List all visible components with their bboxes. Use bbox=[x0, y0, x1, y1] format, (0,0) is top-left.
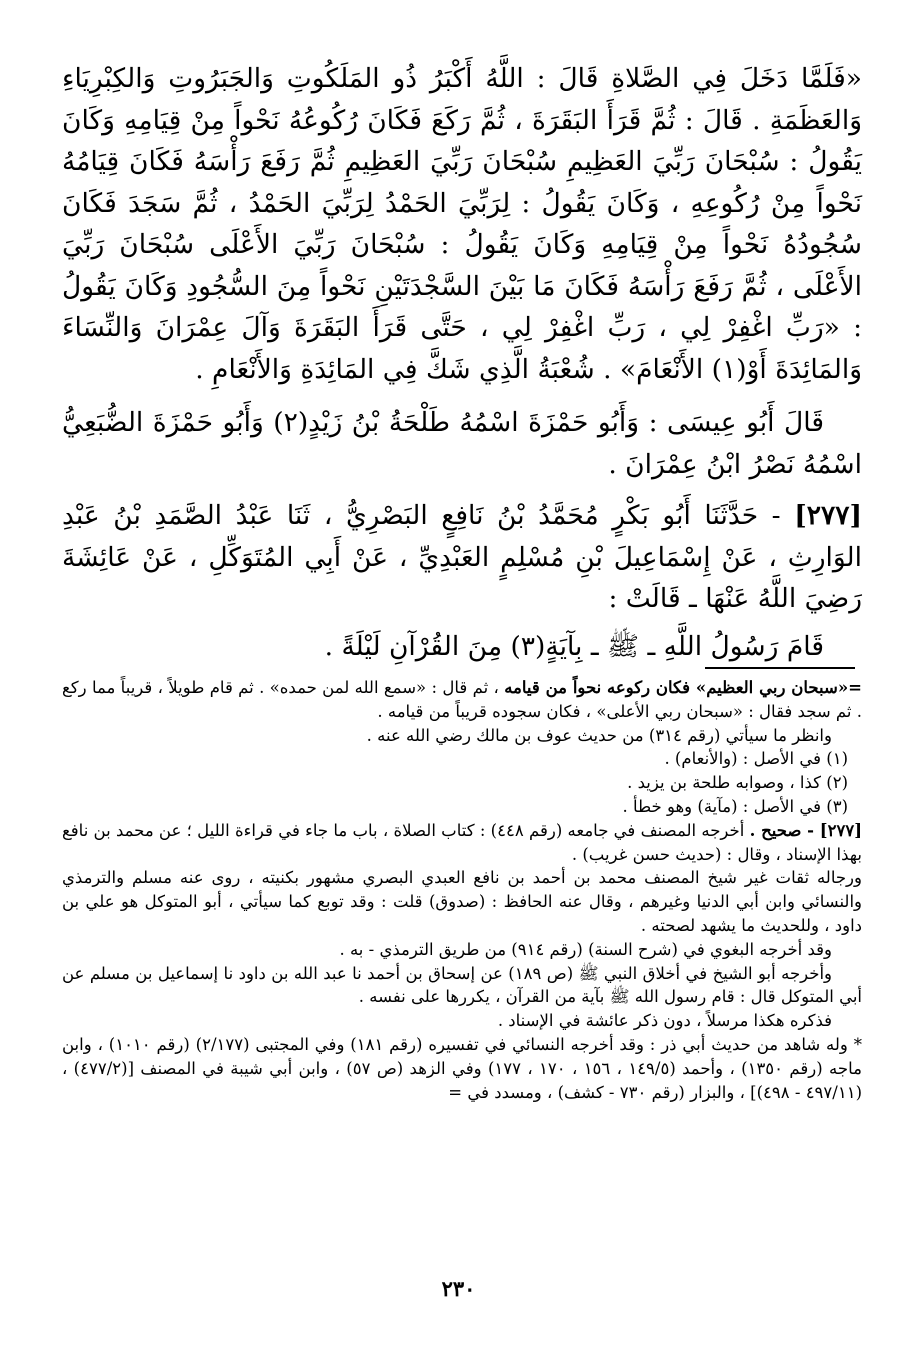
hadith-continuation-paragraph: «فَلَمَّا دَخَلَ فِي الصَّلاةِ قَالَ : اللَّهُ أَكْبَرُ ذُو المَلَكُوتِ وَالجَبَرُوتِ وَالكِبْرِيَاءِ وَالعَظَمَةِ . قَالَ : ثُمَّ قَرَأَ البَقَرَةَ ، ثُمَّ رَكَعَ فَكَانَ رُكُوعُهُ نَحْواً مِنْ قِيَامِهِ وَكَانَ يَقُولُ : سُبْحَانَ رَبِّيَ العَظِيمِ سُبْحَانَ رَبِّيَ العَظِيمِ ثُمَّ رَفَعَ رَأْسَهُ فَكَانَ قِيَامُهُ نَحْواً مِنْ رُكُوعِهِ ، وَكَانَ يَقُولُ : لِرَبِّيَ الحَمْدُ لِرَبِّيَ الحَمْدُ ، ثُمَّ سَجَدَ فَكَانَ سُجُودُهُ نَحْواً مِنْ قِيَامِهِ وَكَانَ يَقُولُ : سُبْحَانَ رَبِّيَ الأَعْلَى سُبْحَانَ رَبِّيَ الأَعْلَى ، ثُمَّ رَفَعَ رَأْسَهُ فَكَانَ مَا بَيْنَ السَّجْدَتَيْنِ نَحْواً مِنَ السُّجُودِ وَكَانَ يَقُولُ : «رَبِّ اغْفِرْ لِي ، رَبِّ اغْفِرْ لِي ، حَتَّى قَرَأَ البَقَرَةَ وَآلَ عِمْرَانَ وَالنِّسَاءَ وَالمَائِدَةَ أَوْ(١) الأَنْعَامَ» . شُعْبَةُ الَّذِي شَكَّ فِي المَائِدَةِ وَالأَنْعَامِ . bbox=[62, 63, 862, 385]
note-continuation-text: ، ثم قال : «سمع الله لمن حمده» . ثم قام طويلاً ، قريباً مما ركع . ثم سجد فقال : «سبحان ربي الأعلى» ، فكان سجوده قريباً من قيامه . bbox=[62, 678, 862, 721]
footnote-1: (١) في الأصل : (والأنعام) . bbox=[664, 749, 848, 769]
baghawi-paragraph: وقد أخرجه البغوي في (شرح السنة) (رقم ٩١٤) من طريق الترمذي - به . bbox=[339, 939, 832, 959]
shahid-paragraph: * وله شاهد من حديث أبي ذر : وقد أخرجه النسائي في تفسيره (رقم ١٨١) وفي المجتبى (٢/١٧٧) (رقم ١٠١٠) ، وابن ماجه (رقم ١٣٥٠) ، وأحمد (١٤٩/٥ ، ١٥٦ ، ١٧٠ ، ١٧٧) وفي الزهد (ص ٥٧) ، وابن أبي شيبة في المصنف [(٤٧٧/٢) ، (٤٩٧/١١ - ٤٩٨)] ، والبزار (رقم ٧٣٠ - كشف) ، ومسدد في = bbox=[62, 1034, 863, 1102]
hadith-isnad-text: - حَدَّثَنَا أَبُو بَكْرٍ مُحَمَّدُ بْنُ نَافِعٍ البَصْرِيُّ ، ثَنَا عَبْدُ الصَّمَدِ بْنُ عَبْدِ الوَارِثِ ، عَنْ إِسْمَاعِيلَ بْنِ مُسْلِمٍ العَبْدِيِّ ، عَنْ أَبِي المُتَوَكِّلِ ، عَنْ عَائِشَةَ رَضِيَ اللَّهُ عَنْهَا ـ قَالَتْ : bbox=[62, 500, 862, 614]
takhrij-label: [٢٧٧] - صحيح . bbox=[749, 820, 862, 840]
main-text bbox=[62, 58, 862, 667]
hadith-277-isnad bbox=[62, 495, 862, 620]
note-continuation bbox=[62, 676, 862, 724]
note-see-also: وانظر ما سيأتي (رقم ٣١٤) من حديث عوف بن مالك رضي الله عنه . bbox=[366, 725, 832, 745]
footnote-3: (٣) في الأصل : (مآية) وهو خطأ . bbox=[622, 796, 848, 816]
footnote-divider bbox=[705, 667, 855, 669]
abu-isa-comment: قَالَ أَبُو عِيسَى : وَأَبُو حَمْزَةَ اسْمُهُ طَلْحَةُ بْنُ زَيْدٍ(٢) وَأَبُو حَمْزَةَ الضُّبَعِيُّ اسْمُهُ نَصْرُ ابْنُ عِمْرَانَ . bbox=[62, 407, 862, 480]
hadith-277-matn: قَامَ رَسُولُ اللَّهِ ـ ﷺ ـ بِآيَةٍ(٣) مِنَ القُرْآنِ لَيْلَةً . bbox=[324, 630, 824, 662]
takhrij-text: أخرجه المصنف في جامعه (رقم ٤٤٨) : كتاب الصلاة ، باب ما جاء في قراءة الليل ؛ عن محمد بن نافع بهذا الإسناد ، وقال : (حديث حسن غريب) . bbox=[62, 820, 862, 864]
rijal-paragraph: ورجاله ثقات غير شيخ المصنف محمد بن أحمد بن نافع العبدي البصري مشهور بكنيته ، روى عنه مسلم والترمذي والنسائي وابن أبي الدنيا وغيرهم ، وقال عنه الحافظ : (صدوق) قلت : وقد توبع كما سيأتي ، أبو المتوكل هو علي بن داود ، وللحديث ما يشهد لصحته . bbox=[62, 868, 862, 935]
takhrij-paragraph bbox=[62, 819, 862, 867]
mursal-paragraph: فذكره هكذا مرسلاً ، دون ذكر عائشة في الإسناد . bbox=[497, 1011, 832, 1031]
footnotes bbox=[62, 676, 862, 1104]
note-continuation-bold: =«سبحان ربي العظيم» فكان ركوعه نحواً من قيامه bbox=[504, 678, 862, 697]
footnote-2: (٢) كذا ، وصوابه طلحة بن يزيد . bbox=[627, 773, 848, 793]
page-number: ٢٣٠ bbox=[441, 1276, 476, 1301]
abu-shaykh-paragraph: وأخرجه أبو الشيخ في أخلاق النبي ﷺ (ص ١٨٩) عن إسحاق بن أحمد نا عبد الله بن داود نا إسماعيل بن مسلم عن أبي المتوكل قال : قام رسول الله ﷺ بآية من القرآن ، يكررها على نفسه . bbox=[62, 963, 862, 1007]
hadith-number: [٢٧٧] bbox=[794, 500, 862, 531]
